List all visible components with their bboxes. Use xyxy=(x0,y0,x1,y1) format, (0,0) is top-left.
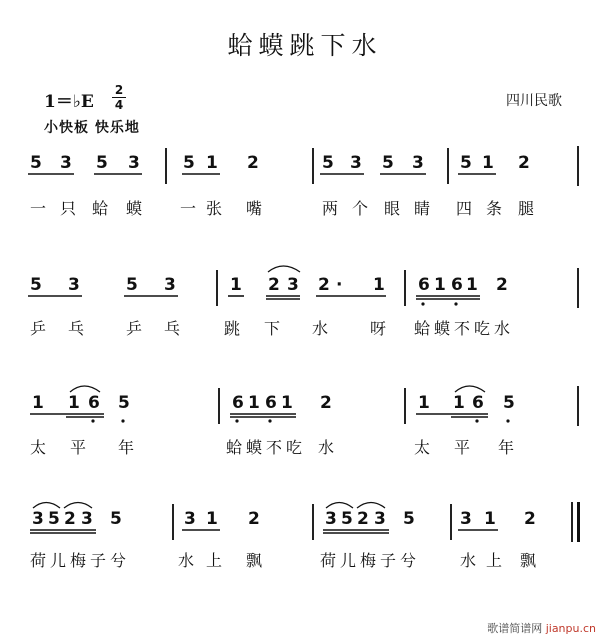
lyric: 只 xyxy=(60,199,77,218)
note: · xyxy=(336,275,343,295)
lyric: 太 xyxy=(30,438,47,457)
lyric: 飘 xyxy=(246,551,263,570)
note: 5 xyxy=(118,393,130,413)
lyric: 水 xyxy=(460,551,477,570)
bar-line xyxy=(447,148,449,184)
lyric: 年 xyxy=(118,438,135,457)
bar-line xyxy=(404,270,406,306)
lyric: 水 xyxy=(318,438,335,457)
lyric: 上 xyxy=(206,551,223,570)
note: 3 xyxy=(460,509,472,529)
bar-line xyxy=(218,388,220,424)
bar-line xyxy=(216,270,218,306)
note: 6 xyxy=(472,393,484,413)
note: 1 xyxy=(453,393,465,413)
note: 2 xyxy=(496,275,508,295)
watermark-site: 歌谱简谱网 xyxy=(487,622,543,635)
lyric: 平 xyxy=(454,438,471,457)
watermark xyxy=(487,620,596,636)
low-octave-dot xyxy=(506,419,509,422)
lyric: 条 xyxy=(486,199,503,218)
note: 2 xyxy=(524,509,536,529)
bar-line xyxy=(577,146,579,186)
lyric: 眼 xyxy=(384,199,401,218)
note: 2 xyxy=(318,275,330,295)
note: 5 xyxy=(503,393,515,413)
note: 3 xyxy=(287,275,299,295)
time-signature-bottom: 4 xyxy=(114,98,124,112)
lyric: 乓 xyxy=(68,319,85,338)
lyric: 水 xyxy=(178,551,195,570)
note: 1 xyxy=(373,275,385,295)
lyric: 太 xyxy=(414,438,431,457)
lyric: 个 xyxy=(352,199,369,218)
note: 3 xyxy=(32,509,44,529)
bar-line xyxy=(312,504,314,540)
note: 5 xyxy=(110,509,122,529)
slur xyxy=(64,503,92,509)
low-octave-dot xyxy=(475,419,478,422)
low-octave-dot xyxy=(121,419,124,422)
lyric: 荷儿梅子兮 xyxy=(30,551,131,570)
bar-line xyxy=(577,386,579,426)
slur xyxy=(33,503,60,509)
final-bar-line-thin xyxy=(571,502,573,542)
note: 1 xyxy=(418,393,430,413)
low-octave-dot xyxy=(268,419,271,422)
note: 1 xyxy=(434,275,446,295)
note: 1 xyxy=(230,275,242,295)
low-octave-dot xyxy=(421,302,424,305)
note: 3 xyxy=(128,153,140,173)
note: 5 xyxy=(341,509,353,529)
note: 3 xyxy=(374,509,386,529)
slur xyxy=(70,386,100,392)
lyric: 下 xyxy=(264,319,281,338)
underline-group-row2 xyxy=(28,296,480,299)
note: 1 xyxy=(248,393,260,413)
lyric: 蟆 xyxy=(126,199,143,218)
note: 1 xyxy=(482,153,494,173)
final-bar-line-thick xyxy=(577,502,580,542)
note: 1 xyxy=(206,153,218,173)
slur xyxy=(268,266,300,272)
slur xyxy=(357,503,385,509)
lyric: 乓 xyxy=(164,319,181,338)
note: 2 xyxy=(268,275,280,295)
octave-dots-row3 xyxy=(91,419,509,422)
lyric: 嘴 xyxy=(246,199,263,218)
bar-line xyxy=(577,268,579,308)
note: 5 xyxy=(403,509,415,529)
lyric: 蛤蟆不吃水 xyxy=(414,319,515,338)
lyric: 两 xyxy=(322,199,339,218)
note: 2 xyxy=(518,153,530,173)
key-signature: 1＝♭E xyxy=(44,92,94,112)
note: 6 xyxy=(451,275,463,295)
note: 6 xyxy=(88,393,100,413)
underline-group-row3 xyxy=(30,414,488,417)
note: 3 xyxy=(164,275,176,295)
note: 3 xyxy=(325,509,337,529)
note: 2 xyxy=(247,153,259,173)
tempo-marking: 小快板 快乐地 xyxy=(44,120,140,136)
lyric: 上 xyxy=(486,551,503,570)
note: 5 xyxy=(30,275,42,295)
lyric: 呀 xyxy=(370,319,387,338)
note: 5 xyxy=(183,153,195,173)
note: 5 xyxy=(126,275,138,295)
slur xyxy=(326,503,353,509)
lyric: 跳 xyxy=(224,319,241,338)
note: 5 xyxy=(30,153,42,173)
low-octave-dot xyxy=(454,302,457,305)
song-title: 蛤蟆跳下水 xyxy=(227,31,383,60)
note: 2 xyxy=(64,509,76,529)
note: 2 xyxy=(320,393,332,413)
octave-dots-row2 xyxy=(421,302,457,305)
note: 5 xyxy=(322,153,334,173)
note: 1 xyxy=(68,393,80,413)
bar-line xyxy=(404,388,406,424)
lyric: 蛤 xyxy=(92,199,109,218)
lyric: 张 xyxy=(206,199,223,218)
note: 3 xyxy=(81,509,93,529)
note: 3 xyxy=(350,153,362,173)
underline-group-row4 xyxy=(30,530,498,533)
note: 1 xyxy=(484,509,496,529)
lyric: 腿 xyxy=(518,199,535,218)
note: 6 xyxy=(232,393,244,413)
note: 5 xyxy=(460,153,472,173)
bar-line xyxy=(450,504,452,540)
note: 3 xyxy=(412,153,424,173)
note: 3 xyxy=(60,153,72,173)
note: 6 xyxy=(418,275,430,295)
lyric: 睛 xyxy=(414,199,431,218)
bar-line xyxy=(165,148,167,184)
note: 1 xyxy=(466,275,478,295)
note: 1 xyxy=(206,509,218,529)
note: 1 xyxy=(32,393,44,413)
time-signature-top: 2 xyxy=(114,83,124,97)
note: 1 xyxy=(281,393,293,413)
lyric: 平 xyxy=(70,438,87,457)
slur xyxy=(455,386,485,392)
lyric: 一 xyxy=(180,199,197,218)
lyric: 水 xyxy=(312,319,329,338)
lyric: 蛤蟆不吃 xyxy=(226,438,307,457)
note: 5 xyxy=(48,509,60,529)
bar-line xyxy=(312,148,314,184)
song-origin: 四川民歌 xyxy=(506,93,562,109)
lyric: 飘 xyxy=(520,551,537,570)
note: 3 xyxy=(68,275,80,295)
note: 2 xyxy=(357,509,369,529)
lyric: 四 xyxy=(456,199,473,218)
lyric: 年 xyxy=(498,438,515,457)
watermark-url: jianpu.cn xyxy=(545,622,596,635)
note: 3 xyxy=(184,509,196,529)
note: 6 xyxy=(265,393,277,413)
note: 5 xyxy=(96,153,108,173)
note: 2 xyxy=(248,509,260,529)
lyric: 荷儿梅子兮 xyxy=(320,551,421,570)
low-octave-dot xyxy=(235,419,238,422)
lyric: 一 xyxy=(30,199,47,218)
bar-line xyxy=(172,504,174,540)
note: 5 xyxy=(382,153,394,173)
low-octave-dot xyxy=(91,419,94,422)
lyric: 乒 xyxy=(30,319,47,338)
lyric: 乒 xyxy=(126,319,143,338)
